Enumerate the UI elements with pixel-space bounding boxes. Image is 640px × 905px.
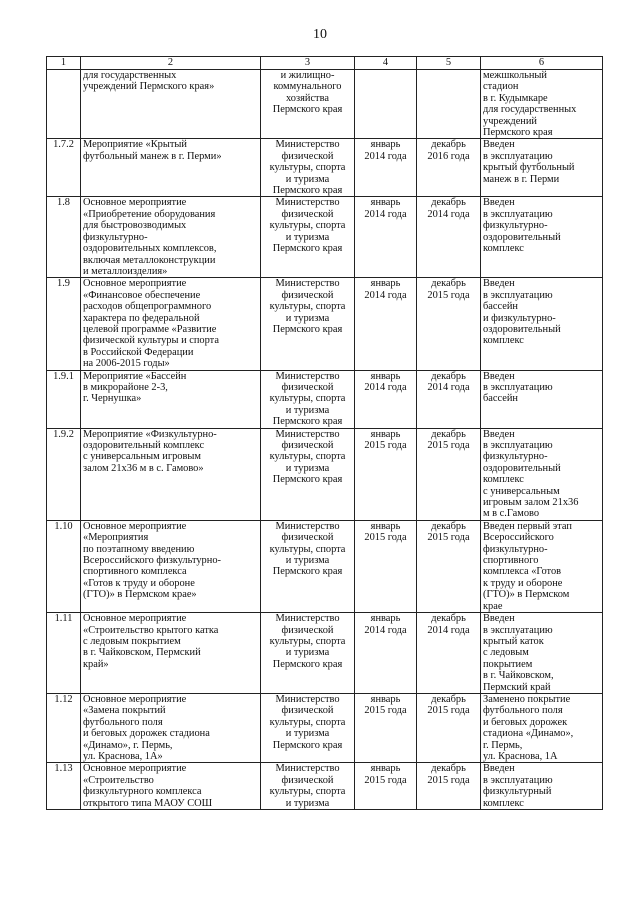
end-date-cell (417, 428, 481, 520)
start-date-cell (355, 70, 417, 139)
start-date-cell (355, 763, 417, 810)
start-date: январь 2014 года (364, 139, 407, 162)
end-date: декабрь 2015 года (427, 428, 470, 451)
responsible-executor-cell (261, 613, 355, 694)
end-date: декабрь 2014 года (427, 197, 470, 220)
row-number-cell (47, 428, 81, 520)
end-date: декабрь 2015 года (427, 278, 470, 301)
activity-name-cell (81, 278, 261, 370)
header-col-2: 2 (81, 57, 261, 70)
row-number-cell (47, 197, 81, 278)
responsible-executor-cell (261, 428, 355, 520)
row-number-cell (47, 693, 81, 762)
row-number: 1.12 (54, 693, 73, 705)
end-date: декабрь 2014 года (427, 613, 470, 636)
start-date: январь 2014 года (364, 197, 407, 220)
expected-result: Заменено покрытие футбольного поля и беговых дорожек стадиона «Динамо», г. Пермь, ул. Краснова, 1А (483, 693, 574, 762)
row-number: 1.9.2 (53, 428, 74, 440)
start-date-cell (355, 520, 417, 612)
start-date-cell (355, 197, 417, 278)
row-number-cell (47, 613, 81, 694)
expected-result: Введен в эксплуатацию крытый каток с ледовым покрытием в г. Чайковском, Пермский край (483, 613, 554, 693)
table-row (47, 370, 603, 428)
expected-result-cell (481, 693, 603, 762)
end-date-cell (417, 197, 481, 278)
start-date-cell (355, 278, 417, 370)
page-number: 10 (313, 27, 327, 42)
row-number: 1.9.1 (53, 370, 74, 382)
responsible-executor-cell (261, 70, 355, 139)
end-date-cell (417, 613, 481, 694)
end-date-cell (417, 70, 481, 139)
start-date-cell (355, 428, 417, 520)
activity-name: Мероприятие «Крытый футбольный манеж в г. Перми» (83, 139, 222, 162)
activity-name-cell (81, 428, 261, 520)
responsible-executor-cell (261, 197, 355, 278)
responsible-executor: Министерство физической культуры, спорта и туризма (269, 763, 346, 809)
expected-result-cell (481, 278, 603, 370)
row-number-cell (47, 70, 81, 139)
expected-result-cell (481, 613, 603, 694)
responsible-executor-cell (261, 520, 355, 612)
start-date-cell (355, 613, 417, 694)
responsible-executor-cell (261, 693, 355, 762)
start-date-cell (355, 370, 417, 428)
responsible-executor-cell (261, 139, 355, 197)
responsible-executor: и жилищно- коммунального хозяйства Пермского края (272, 70, 343, 116)
table-row (47, 278, 603, 370)
activity-name: Основное мероприятие «Приобретение оборудования для быстровозводимых физкультурно- оздоровительных комплексов, включая металлоконструкции и металлоизделия» (83, 197, 217, 277)
expected-result-cell (481, 197, 603, 278)
activity-name: для государственных учреждений Пермского края» (83, 70, 215, 93)
program-activities-table (46, 56, 603, 810)
expected-result-cell (481, 763, 603, 810)
row-number: 1.11 (54, 613, 73, 625)
expected-result: Введен первый этап Всероссийского физкультурно- спортивного комплекса «Готов к труду и обороне (ГТО)» в Пермском крае (483, 520, 572, 612)
row-number: 1.13 (54, 763, 73, 775)
header-col-3: 3 (261, 57, 355, 70)
table-row (47, 693, 603, 762)
expected-result: Введен в эксплуатацию крытый футбольный манеж в г. Перми (483, 139, 575, 185)
activity-name-cell (81, 693, 261, 762)
activity-name-cell (81, 70, 261, 139)
end-date: декабрь 2015 года (427, 763, 470, 786)
start-date: январь 2015 года (364, 428, 407, 451)
responsible-executor-cell (261, 278, 355, 370)
header-col-6: 6 (481, 57, 603, 70)
start-date: январь 2015 года (364, 520, 407, 544)
table-row (47, 613, 603, 694)
expected-result: Введен в эксплуатацию физкультурный комплекс (483, 763, 553, 809)
table-row (47, 197, 603, 278)
responsible-executor-cell (261, 370, 355, 428)
end-date-cell (417, 693, 481, 762)
row-number-cell (47, 763, 81, 810)
responsible-executor: Министерство физической культуры, спорта и туризма Пермского края (269, 197, 346, 255)
start-date-cell (355, 693, 417, 762)
table-row (47, 70, 603, 139)
responsible-executor: Министерство физической культуры, спорта и туризма Пермского края (269, 278, 346, 335)
table-row (47, 139, 603, 197)
activity-name: Основное мероприятие «Финансовое обеспечение расходов общепрограммного характера по федеральной целевой программе «Развитие физической культуры и спорта в Российской Федерации на 2006-2015 годы» (83, 278, 219, 370)
activity-name: Основное мероприятие «Замена покрытий футбольного поля и беговых дорожек стадиона «Динамо», г. Пермь, ул. Краснова, 1А» (83, 693, 210, 762)
end-date: декабрь 2016 года (427, 139, 470, 162)
start-date: январь 2015 года (364, 693, 407, 717)
responsible-executor-cell (261, 763, 355, 810)
responsible-executor: Министерство физической культуры, спорта и туризма Пермского края (269, 139, 346, 197)
row-number-cell (47, 278, 81, 370)
start-date-cell (355, 139, 417, 197)
activity-name: Основное мероприятие «Строительство крытого катка с ледовым покрытием в г. Чайковском, Пермский край» (83, 613, 219, 670)
end-date: декабрь 2015 года (427, 693, 470, 717)
responsible-executor: Министерство физической культуры, спорта и туризма Пермского края (269, 520, 346, 578)
end-date: декабрь 2015 года (427, 520, 470, 544)
activity-name: Мероприятие «Физкультурно- оздоровительный комплекс с универсальным игровым залом 21х36 м в с. Гамово» (83, 428, 217, 474)
expected-result: Введен в эксплуатацию физкультурно- оздоровительный комплекс (483, 197, 561, 255)
row-number: 1.10 (54, 520, 73, 532)
row-number: 1.7.2 (53, 139, 74, 151)
table-header-row (47, 57, 603, 70)
activity-name-cell (81, 520, 261, 612)
expected-result: Введен в эксплуатацию бассейн (483, 370, 553, 405)
responsible-executor: Министерство физической культуры, спорта и туризма Пермского края (269, 613, 346, 670)
end-date-cell (417, 763, 481, 810)
row-number-cell (47, 520, 81, 612)
activity-name: Основное мероприятие «Строительство физкультурного комплекса открытого типа МАОУ СОШ (83, 763, 213, 809)
end-date-cell (417, 139, 481, 197)
row-number-cell (47, 370, 81, 428)
expected-result: Введен в эксплуатацию физкультурно- оздоровительный комплекс с универсальным игровым залом 21х36 м в с.Гамово (483, 428, 579, 520)
start-date: январь 2014 года (364, 370, 407, 393)
end-date: декабрь 2014 года (427, 370, 470, 393)
activity-name-cell (81, 370, 261, 428)
activity-name-cell (81, 613, 261, 694)
expected-result-cell (481, 70, 603, 139)
row-number: 1.8 (57, 197, 70, 209)
start-date: январь 2014 года (364, 278, 407, 301)
expected-result-cell (481, 520, 603, 612)
row-number-cell (47, 139, 81, 197)
start-date: январь 2015 года (364, 763, 407, 786)
activity-name: Основное мероприятие «Мероприятия по поэтапному введению Всероссийского физкультурно- спортивного комплекса «Готов к труду и обороне (ГТО)» в Пермском крае» (83, 520, 221, 601)
table-row (47, 520, 603, 612)
end-date-cell (417, 278, 481, 370)
expected-result-cell (481, 139, 603, 197)
activity-name: Мероприятие «Бассейн в микрорайоне 2-3, г. Чернушка» (83, 370, 187, 405)
expected-result-cell (481, 428, 603, 520)
header-col-1: 1 (47, 57, 81, 70)
header-col-4: 4 (355, 57, 417, 70)
end-date-cell (417, 520, 481, 612)
responsible-executor: Министерство физической культуры, спорта и туризма Пермского края (269, 693, 346, 751)
responsible-executor: Министерство физической культуры, спорта и туризма Пермского края (269, 428, 346, 486)
responsible-executor: Министерство физической культуры, спорта и туризма Пермского края (269, 370, 346, 428)
activity-name-cell (81, 763, 261, 810)
table-row (47, 428, 603, 520)
expected-result: межшкольный стадион в г. Кудымкаре для государственных учреждений Пермского края (483, 70, 577, 139)
table-row (47, 763, 603, 810)
header-col-5: 5 (417, 57, 481, 70)
end-date-cell (417, 370, 481, 428)
activity-name-cell (81, 139, 261, 197)
expected-result: Введен в эксплуатацию бассейн и физкультурно- оздоровительный комплекс (483, 278, 561, 347)
row-number: 1.9 (57, 278, 70, 290)
activity-name-cell (81, 197, 261, 278)
start-date: январь 2014 года (364, 613, 407, 636)
expected-result-cell (481, 370, 603, 428)
